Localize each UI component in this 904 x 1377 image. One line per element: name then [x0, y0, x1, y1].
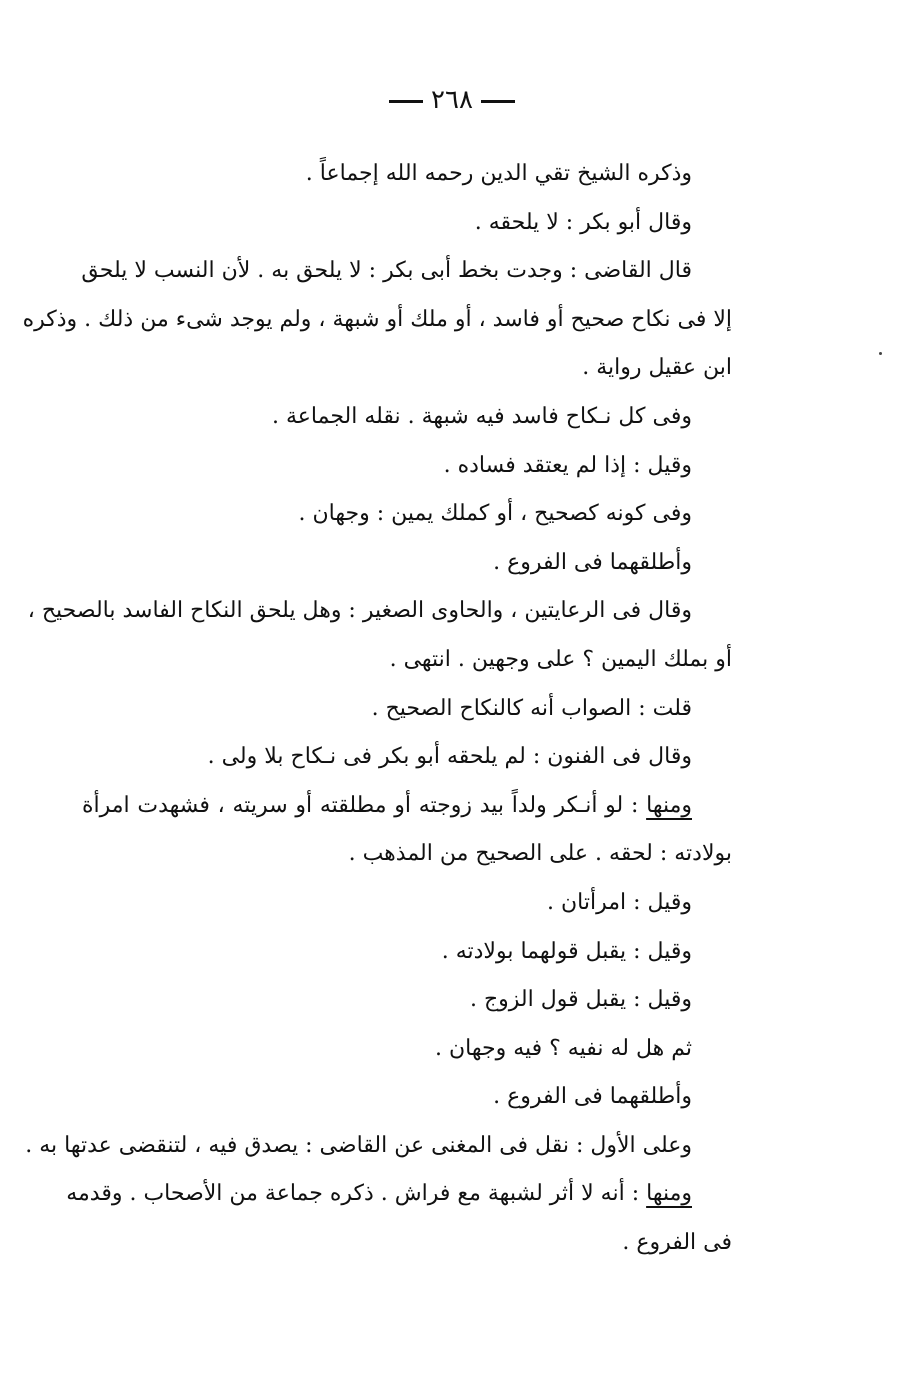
text-line: أو بملك اليمين ؟ على وجهين . انتهى . — [389, 646, 732, 672]
text-line: بولادته : لحقه . على الصحيح من المذهب . — [348, 841, 732, 867]
page-number: ٢٦٨ — [431, 85, 473, 115]
page-body-text — [22, 150, 732, 1268]
header-dash-left — [389, 100, 423, 103]
text-line: وأطلقهما فى الفروع . — [493, 549, 692, 575]
text-line: وقيل : إذا لم يعتقد فساده . — [443, 452, 692, 478]
margin-speck — [879, 352, 882, 355]
text-line: وقيل : امرأتان . — [547, 889, 692, 915]
text-line: وعلى الأول : نقل فى المغنى عن القاضى : يصدق فيه ، لتنقضى عدتها به . — [25, 1132, 692, 1158]
text-line: وفى كونه كصحيح ، أو كملك يمين : وجهان . — [298, 501, 692, 527]
underlined-lead-word: ومنها — [646, 792, 692, 818]
text-line: وذكره الشيخ تقي الدين رحمه الله إجماعاً . — [305, 161, 692, 186]
text-line: وأطلقهما فى الفروع . — [493, 1084, 692, 1110]
text-line: وقيل : يقبل قول الزوج . — [469, 987, 692, 1013]
text-line: وقال فى الرعايتين ، والحاوى الصغير : وهل يلحق النكاح الفاسد بالصحيح ، — [27, 598, 692, 624]
text-line: قال القاضى : وجدت بخط أبى بكر : لا يلحق به . لأن النسب لا يلحق — [81, 258, 692, 284]
text-line: ومنها : أنه لا أثر لشبهة مع فراش . ذكره جماعة من الأصحاب . وقدمه — [66, 1181, 692, 1207]
text-line: وقال أبو بكر : لا يلحقه . — [474, 209, 692, 235]
text-line: ابن عقيل رواية . — [582, 355, 732, 381]
text-line: إلا فى نكاح صحيح أو فاسد ، أو ملك أو شبهة ، ولم يوجد شىء من ذلك . وذكره — [22, 306, 732, 332]
page-header — [0, 84, 904, 116]
text-line: وفى كل نـكاح فاسد فيه شبهة . نقله الجماعة . — [271, 403, 692, 429]
text-line: قلت : الصواب أنه كالنكاح الصحيح . — [371, 695, 692, 721]
text-line: ومنها : لو أنـكر ولداً بيد زوجته أو مطلقته أو سريته ، فشهدت امرأة — [82, 792, 692, 818]
underlined-lead-word: ومنها — [646, 1181, 692, 1207]
text-line: فى الفروع . — [622, 1230, 732, 1256]
text-line: وقال فى الفنون : لم يلحقه أبو بكر فى نـكاح بلا ولى . — [207, 744, 692, 770]
text-line: وقيل : يقبل قولهما بولادته . — [441, 938, 692, 964]
text-line: ثم هل له نفيه ؟ فيه وجهان . — [434, 1035, 692, 1061]
header-dash-right — [481, 100, 515, 103]
